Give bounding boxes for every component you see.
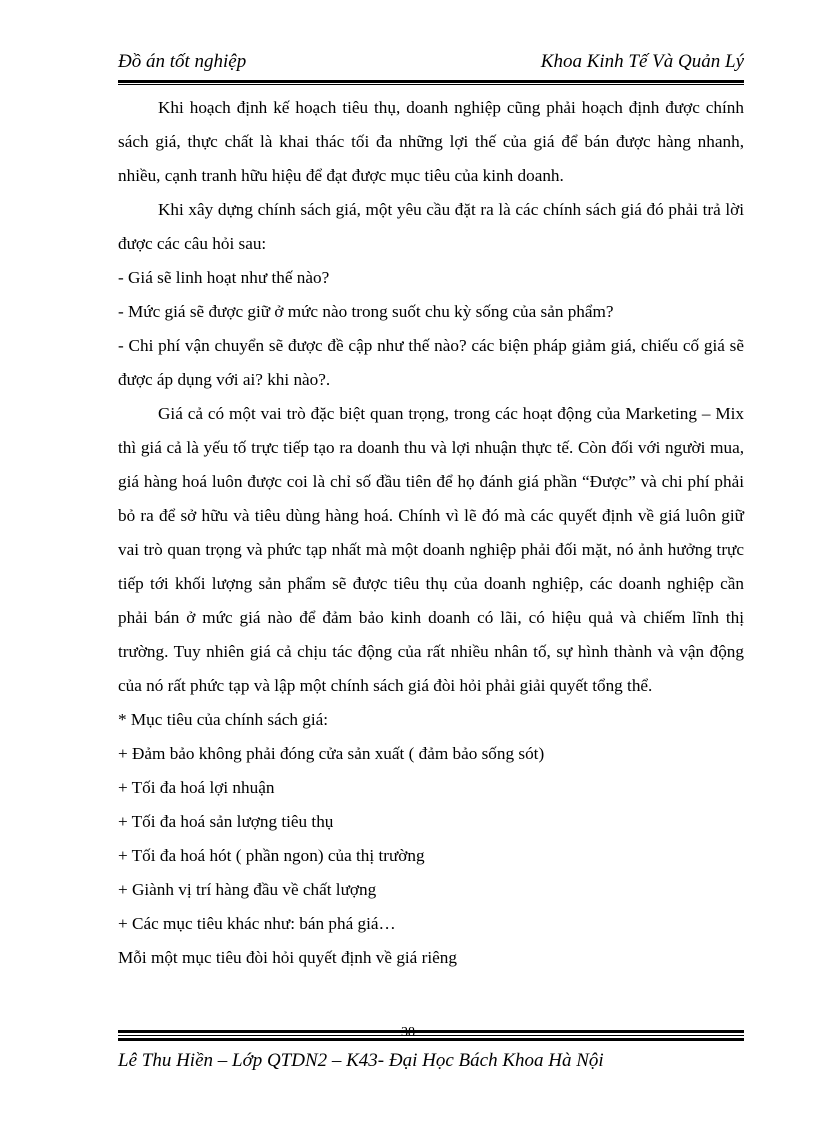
objective-item: + Tối đa hoá hót ( phần ngon) của thị trường [118,846,425,865]
objective-item: + Tối đa hoá lợi nhuận [118,778,275,797]
page-header [118,46,744,80]
objectives-title: * Mục tiêu của chính sách giá: [118,710,329,729]
objective-item: + Giành vị trí hàng đầu về chất lượng [118,880,377,899]
header-rule-thin [118,84,744,85]
objective-item: + Tối đa hoá sản lượng tiêu thụ [118,812,334,831]
question-1: - Giá sẽ linh hoạt như thế nào? [118,268,330,287]
page-number: 38 [401,1025,415,1040]
paragraph-1: Khi hoạch định kế hoạch tiêu thụ, doanh nghiệp cũng phải hoạch định được chính sách giá, thực chất là khai thác tối đa những lợi thế của giá để bán được hàng nhanh, nhiều, cạnh tranh hữu hiệu để đạt được mục tiêu của kinh doanh. [118,98,744,185]
question-3: - Chi phí vận chuyển sẽ được đề cập như thế nào? các biện pháp giảm giá, chiếu cố giá sẽ được áp dụng với ai? khi nào?. [118,336,744,389]
header-left: Đồ án tốt nghiệp [118,51,247,72]
header-right: Khoa Kinh Tế Và Quản Lý [540,51,744,72]
paragraph-2: Khi xây dựng chính sách giá, một yêu cầu đặt ra là các chính sách giá đó phải trả lời được các câu hỏi sau: [118,200,744,253]
objective-item: + Các mục tiêu khác như: bán phá giá… [118,914,396,933]
page-footer: Lê Thu Hiền – Lớp QTDN2 – K43- Đại Học Bách Khoa Hà Nội [118,1050,604,1071]
page-number-wrap [0,1026,816,1040]
question-2: - Mức giá sẽ được giữ ở mức nào trong suốt chu kỳ sống của sản phẩm? [118,302,614,321]
closing-line: Mỗi một mục tiêu đòi hỏi quyết định về giá riêng [118,948,457,967]
objective-item: + Đảm bảo không phải đóng cửa sản xuất ( đảm bảo sống sót) [118,744,545,763]
paragraph-3: Giá cả có một vai trò đặc biệt quan trọng, trong các hoạt động của Marketing – Mix thì giá cả là yếu tố trực tiếp tạo ra doanh thu và lợi nhuận thực tế. Còn đối với người mua, giá hàng hoá luôn được coi là chỉ số đầu tiên để họ đánh giá phần “Được” và chi phí phải bỏ ra để sở hữu và tiêu dùng hàng hoá. Chính vì lẽ đó mà các quyết định về giá luôn giữ vai trò quan trọng và phức tạp nhất mà một doanh nghiệp phải đối mặt, nó ảnh hưởng trực tiếp tới khối lượng sản phẩm sẽ được tiêu thụ của doanh nghiệp, các doanh nghiệp cần phải bán ở mức giá nào để đảm bảo kinh doanh có lãi, có hiệu quả và chiếm lĩnh thị trường. Tuy nhiên giá cả chịu tác động của rất nhiều nhân tố, sự hình thành và vận động của nó rất phức tạp và lập một chính sách giá đòi hỏi phải giải quyết tổng thể. [118,404,744,695]
body-text [118,91,744,975]
header-rule-thick [118,80,744,83]
